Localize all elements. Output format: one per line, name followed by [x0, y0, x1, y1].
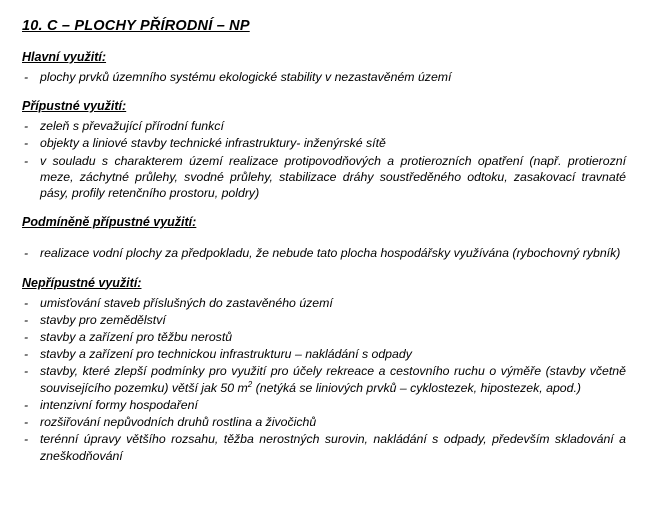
list-item-text: realizace vodní plochy za předpokladu, že nebude tato plocha hospodářsky využívána (rybochovný rybník): [40, 246, 621, 261]
bullet-marker: -: [24, 136, 29, 151]
list-item-text: intenzivní formy hospodaření: [40, 397, 198, 412]
page-title: 10. C – PLOCHY PŘÍRODNÍ – NP: [22, 18, 250, 34]
list-item-text: stavby pro zemědělství: [40, 312, 166, 327]
list-item: [22, 295, 628, 311]
section-items: [22, 118, 628, 201]
bullet-marker: -: [24, 70, 29, 84]
bullet-marker: -: [24, 295, 29, 310]
list-item-text: plochy prvků územního systému ekologické stability v nezastavěném území: [40, 70, 452, 84]
list-item-text: stavby a zařízení pro těžbu nerostů: [40, 329, 233, 344]
list-item: [22, 346, 628, 362]
list-item: [22, 329, 628, 345]
list-item-text: objekty a liniové stavby technické infrastruktury- inženýrské sítě: [40, 136, 386, 151]
bullet-marker: -: [24, 246, 29, 261]
section-heading: Nepřípustné využití:: [22, 275, 142, 290]
list-item: [22, 414, 628, 430]
list-item-text: zeleň s převažující přírodní funkcí: [40, 119, 224, 134]
bullet-marker: -: [24, 415, 29, 430]
section-heading: Hlavní využití:: [22, 50, 107, 64]
bullet-marker: -: [24, 153, 29, 168]
list-item: [22, 312, 628, 328]
list-item-text: terénní úpravy většího rozsahu, těžba nerostných surovin, nakládání s odpady, především skladování a zneškodňování: [40, 432, 626, 463]
list-item: [22, 69, 628, 85]
bullet-marker: -: [24, 119, 29, 134]
bullet-marker: -: [24, 312, 29, 327]
list-item: [22, 363, 628, 396]
section-nepripustne-vyuziti: [22, 276, 628, 464]
list-item-text: stavby a zařízení pro technickou infrastrukturu – nakládání s odpady: [40, 347, 412, 362]
list-item: [22, 135, 628, 151]
list-item-text: umisťování staveb příslušných do zastavěného území: [40, 295, 333, 310]
list-item: [22, 431, 628, 463]
section-items: [22, 245, 628, 261]
list-item: [22, 245, 628, 261]
section-podminene-pripustne-vyuziti: [22, 215, 628, 261]
list-item: [22, 397, 628, 413]
list-item-text: v souladu s charakterem území realizace protipovodňových a protierozních opatření (např. protierozní meze, záchytné průlehy, svodné průlehy, stabilizace dráhy soustředěného odtoku, zasakovací travnaté pásy, profily retenčního prostoru, poldry): [40, 153, 626, 201]
list-item: [22, 153, 628, 202]
section-heading: Přípustné využití:: [22, 99, 127, 114]
section-items: [22, 69, 628, 85]
bullet-marker: -: [24, 432, 29, 447]
section-heading: Podmíněně přípustné využití:: [22, 215, 197, 230]
section-pripustne-vyuziti: [22, 99, 628, 201]
list-item: [22, 118, 628, 134]
list-item-text: stavby, které zlepší podmínky pro využití pro účely rekreace a cestovního ruchu o výměře (stavby včetně souvisejícího pozemku) větší jak 50 $m^2$ (netýká se liniových prvků – cyklostezek, hipostezek, apod.): [40, 364, 626, 395]
section-items: [22, 295, 628, 464]
bullet-marker: -: [24, 347, 29, 362]
section-hlavni-vyuziti: [22, 50, 628, 85]
bullet-marker: -: [24, 397, 29, 412]
bullet-marker: -: [24, 364, 29, 379]
bullet-marker: -: [24, 329, 29, 344]
list-item-text: rozšiřování nepůvodních druhů rostlina a živočichů: [40, 415, 317, 430]
